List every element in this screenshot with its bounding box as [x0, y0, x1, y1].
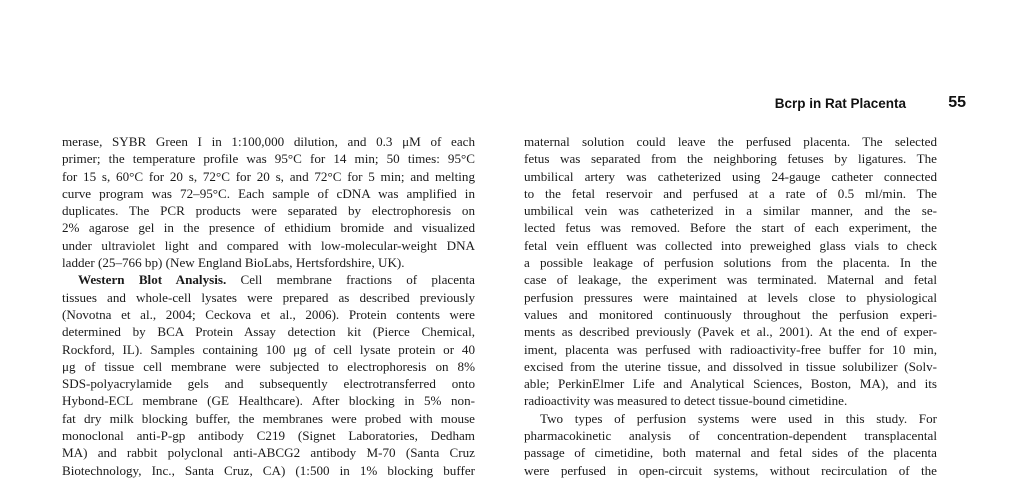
text-line: determined by BCA Protein Assay detection kit (Pierce Chemical,	[62, 324, 475, 340]
text-line: for 15 s, 60°C for 20 s, 72°C for 20 s, and 72°C for 5 min; and melting	[62, 168, 475, 184]
text-line: excised from the uterine tissue, and dissolved in tissue solubilizer (Solv-	[524, 358, 937, 374]
text-line: Biotechnology, Inc., Santa Cruz, CA) (1:500 in 1% blocking buffer	[62, 462, 475, 478]
text-line: (Novotna et al., 2004; Ceckova et al., 2006). Protein contents were	[62, 306, 475, 322]
left-column	[62, 133, 475, 479]
text-line: iment, placenta was perfused with radioactivity-free buffer for 10 min,	[524, 341, 937, 357]
text-line: fetus was separated from the neighboring fetuses by ligatures. The	[524, 151, 937, 167]
text-line: passage of cimetidine, both maternal and fetal sides of the placenta	[524, 445, 937, 461]
text-line: monoclonal anti-P-gp antibody C219 (Signet Laboratories, Dedham	[62, 428, 475, 444]
section-heading-western-blot: Western Blot Analysis.	[78, 272, 227, 288]
text-line: ladder (25–766 bp) (New England BioLabs, Hertsfordshire, UK).	[62, 255, 405, 271]
text-line: primer; the temperature profile was 95°C for 14 min; 50 times: 95°C	[62, 151, 475, 167]
text-line: pharmacokinetic analysis of concentration-dependent transplacental	[524, 428, 937, 444]
text-line: tissues and whole-cell lysates were prepared as described previously	[62, 289, 475, 305]
text-line: Hybond-ECL membrane (GE Healthcare). After blocking in 5% non-	[62, 393, 475, 409]
text-line: maternal solution could leave the perfused placenta. The selected	[524, 134, 937, 149]
text-line: merase, SYBR Green I in 1:100,000 dilution, and 0.3 μM of each	[62, 134, 475, 149]
text-line: ments as described previously (Pavek et al., 2001). At the end of exper-	[524, 324, 937, 340]
text-line: lected fetus was removed. Before the start of each experiment, the	[524, 220, 937, 236]
text-line: to the fetal reservoir and perfused at a rate of 0.5 ml/min. The	[524, 185, 937, 201]
running-header	[600, 94, 968, 116]
text-line: SDS-polyacrylamide gels and subsequently electrotransferred onto	[62, 376, 475, 392]
text-line: radioactivity was measured to detect tissue-bound cimetidine.	[524, 393, 848, 409]
page-number: 55	[948, 94, 966, 111]
text-line: curve program was 72–95°C. Each sample of cDNA was amplified in	[62, 185, 475, 201]
text-line: a possible leakage of perfusion solutions from the placenta. In the	[524, 255, 937, 271]
text-line: umbilical artery was catheterized using 24-gauge catheter connected	[524, 168, 937, 184]
text-line: umbilical vein was catheterized in a similar manner, and the se-	[524, 203, 937, 219]
text-line: μg of tissue cell membrane were subjected to electrophoresis on 8%	[62, 358, 475, 374]
text-line: Rockford, IL). Samples containing 100 μg of cell lysate protein or 40	[62, 341, 475, 357]
running-title: Bcrp in Rat Placenta	[774, 96, 906, 111]
text-line: 2% agarose gel in the presence of ethidium bromide and visualized	[62, 220, 475, 236]
right-column	[524, 133, 937, 479]
text-span: Cell membrane fractions of placenta	[226, 272, 475, 288]
text-line: under ultraviolet light and compared with low-molecular-weight DNA	[62, 237, 475, 253]
text-line: case of leakage, the experiment was terminated. Maternal and fetal	[524, 272, 937, 288]
text-line: MA) and rabbit polyclonal anti-ABCG2 antibody M-70 (Santa Cruz	[62, 445, 475, 461]
text-line: perfusion pressures were maintained at levels close to physiological	[524, 289, 937, 305]
text-line: fat dry milk blocking buffer, the membranes were probed with mouse	[62, 410, 475, 426]
text-line: were perfused in open-circuit systems, without recirculation of the	[524, 462, 937, 478]
text-line: able; PerkinElmer Life and Analytical Sciences, Boston, MA), and its	[524, 376, 937, 392]
text-line: fetal vein effluent was collected into preweighed glass vials to check	[524, 237, 937, 253]
text-line: duplicates. The PCR products were separated by electrophoresis on	[62, 203, 475, 219]
western-blot-first-line	[62, 271, 475, 288]
text-line: values and monitored continuously throughout the perfusion experi-	[524, 306, 937, 322]
text-line: Two types of perfusion systems were used in this study. For	[540, 410, 937, 426]
